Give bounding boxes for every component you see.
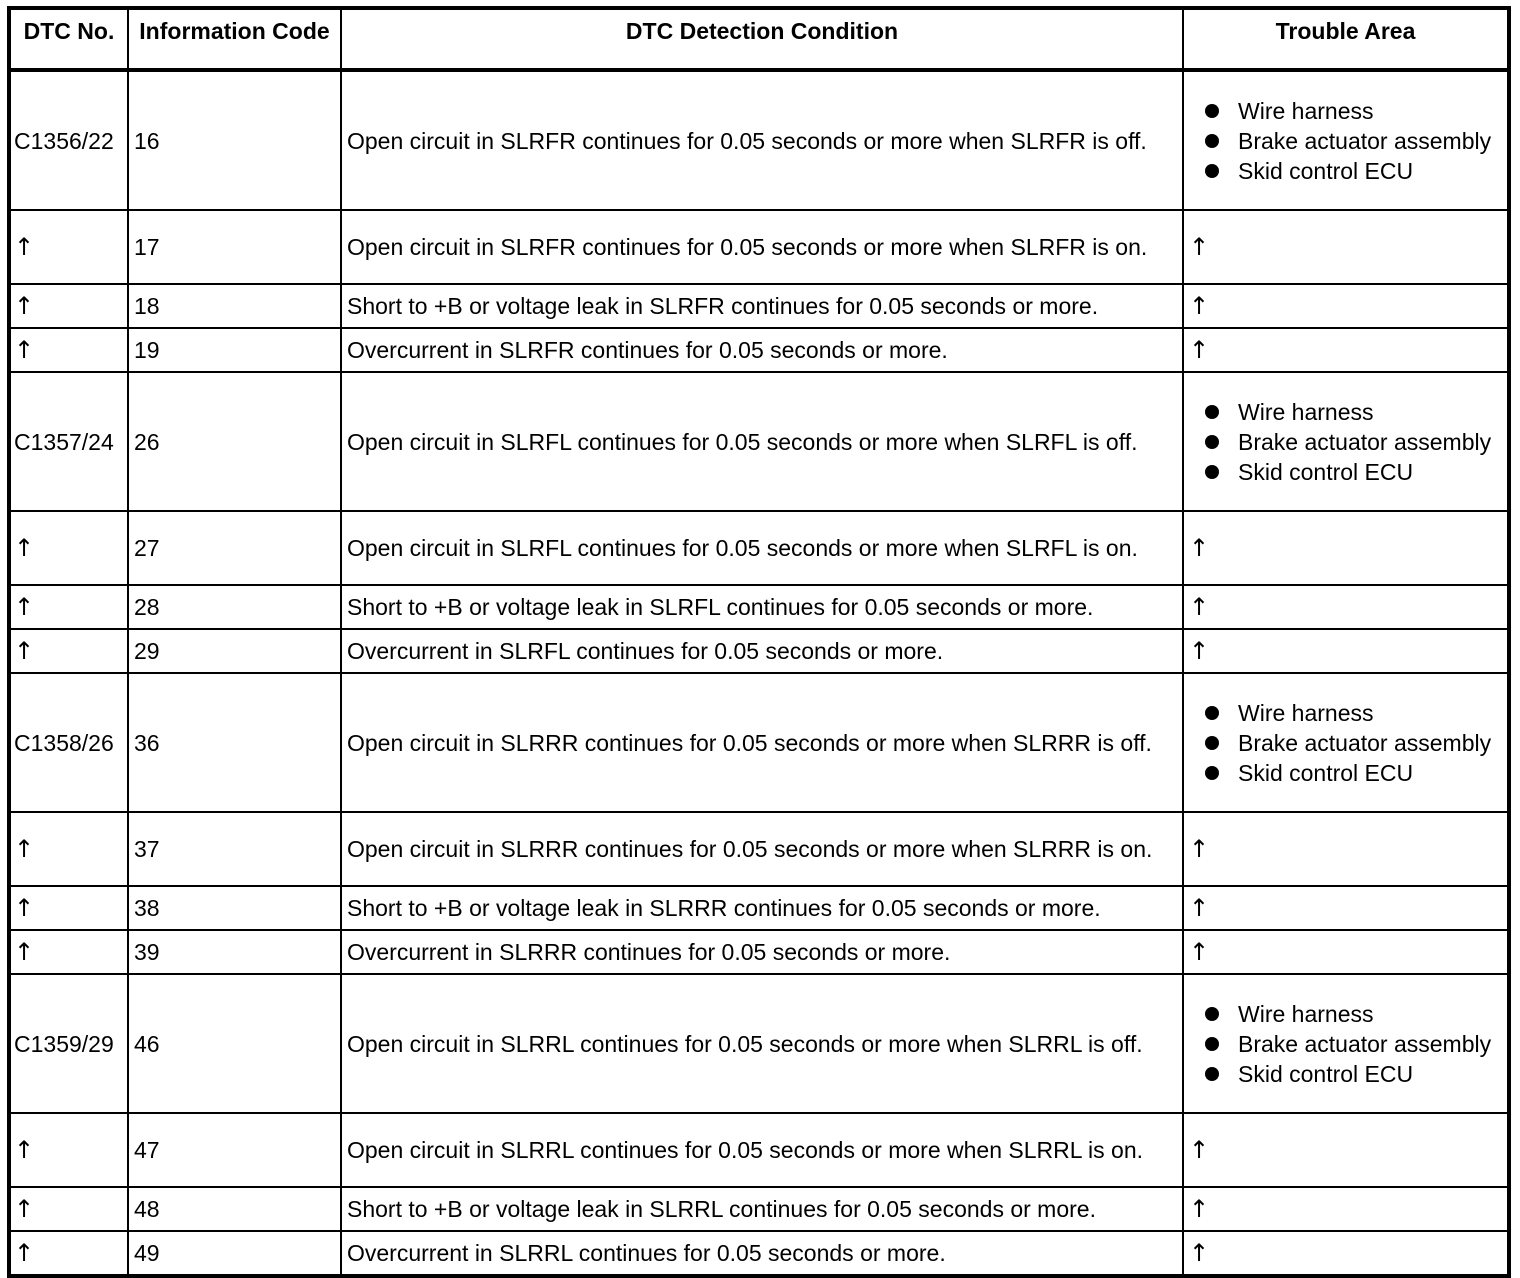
dtc-number: C1358/26 bbox=[9, 673, 128, 812]
trouble-area bbox=[1183, 629, 1509, 673]
ditto-arrow-icon: ↑ bbox=[1189, 1195, 1210, 1223]
information-code: 19 bbox=[128, 328, 341, 372]
ditto-arrow-icon: ↑ bbox=[14, 1136, 35, 1164]
ditto-arrow-icon: ↑ bbox=[1189, 534, 1210, 562]
ditto-arrow-icon: ↑ bbox=[1189, 1239, 1210, 1267]
detection-condition: Short to +B or voltage leak in SLRFL continues for 0.05 seconds or more. bbox=[341, 585, 1183, 629]
information-code: 49 bbox=[128, 1231, 341, 1276]
header-dtc-detection-condition: DTC Detection Condition bbox=[341, 8, 1183, 70]
table-row bbox=[9, 284, 1509, 328]
detection-condition: Short to +B or voltage leak in SLRRR continues for 0.05 seconds or more. bbox=[341, 886, 1183, 930]
information-code: 28 bbox=[128, 585, 341, 629]
table-row bbox=[9, 372, 1509, 511]
detection-condition: Open circuit in SLRFL continues for 0.05 seconds or more when SLRFL is off. bbox=[341, 372, 1183, 511]
information-code: 26 bbox=[128, 372, 341, 511]
trouble-area bbox=[1183, 886, 1509, 930]
ditto-arrow-icon: ↑ bbox=[14, 835, 35, 863]
trouble-area bbox=[1183, 1231, 1509, 1276]
header-dtc-no: DTC No. bbox=[9, 8, 128, 70]
information-code: 18 bbox=[128, 284, 341, 328]
list-item: Brake actuator assembly bbox=[1189, 126, 1502, 156]
table-row bbox=[9, 974, 1509, 1113]
information-code: 29 bbox=[128, 629, 341, 673]
dtc-number: C1359/29 bbox=[9, 974, 128, 1113]
dtc-number bbox=[9, 886, 128, 930]
trouble-area-list bbox=[1189, 397, 1502, 487]
dtc-number bbox=[9, 1113, 128, 1187]
detection-condition: Short to +B or voltage leak in SLRFR continues for 0.05 seconds or more. bbox=[341, 284, 1183, 328]
ditto-arrow-icon: ↑ bbox=[1189, 233, 1210, 261]
detection-condition: Overcurrent in SLRFL continues for 0.05 seconds or more. bbox=[341, 629, 1183, 673]
dtc-number: C1357/24 bbox=[9, 372, 128, 511]
trouble-area bbox=[1183, 1113, 1509, 1187]
ditto-arrow-icon: ↑ bbox=[14, 336, 35, 364]
trouble-area bbox=[1183, 372, 1509, 511]
table-row bbox=[9, 930, 1509, 974]
table-row bbox=[9, 1231, 1509, 1276]
bullet-icon bbox=[1205, 1007, 1219, 1021]
trouble-area bbox=[1183, 585, 1509, 629]
list-item: Brake actuator assembly bbox=[1189, 728, 1502, 758]
dtc-number bbox=[9, 585, 128, 629]
detection-condition: Overcurrent in SLRRR continues for 0.05 seconds or more. bbox=[341, 930, 1183, 974]
bullet-icon bbox=[1205, 435, 1219, 449]
ditto-arrow-icon: ↑ bbox=[14, 593, 35, 621]
bullet-icon bbox=[1205, 465, 1219, 479]
ditto-arrow-icon: ↑ bbox=[1189, 835, 1210, 863]
dtc-number bbox=[9, 930, 128, 974]
ditto-arrow-icon: ↑ bbox=[14, 233, 35, 261]
table-row bbox=[9, 629, 1509, 673]
information-code: 27 bbox=[128, 511, 341, 585]
table-row bbox=[9, 210, 1509, 284]
list-item: Brake actuator assembly bbox=[1189, 1029, 1502, 1059]
ditto-arrow-icon: ↑ bbox=[14, 938, 35, 966]
table-row bbox=[9, 812, 1509, 886]
table-row bbox=[9, 70, 1509, 210]
ditto-arrow-icon: ↑ bbox=[14, 534, 35, 562]
header-information-code: Information Code bbox=[128, 8, 341, 70]
table-row bbox=[9, 511, 1509, 585]
information-code: 46 bbox=[128, 974, 341, 1113]
dtc-table bbox=[7, 6, 1511, 1278]
table-row bbox=[9, 1187, 1509, 1231]
dtc-number bbox=[9, 210, 128, 284]
list-item: Skid control ECU bbox=[1189, 156, 1502, 186]
information-code: 38 bbox=[128, 886, 341, 930]
dtc-number bbox=[9, 1231, 128, 1276]
table-row bbox=[9, 886, 1509, 930]
dtc-number bbox=[9, 1187, 128, 1231]
trouble-area bbox=[1183, 70, 1509, 210]
ditto-arrow-icon: ↑ bbox=[1189, 336, 1210, 364]
bullet-icon bbox=[1205, 104, 1219, 118]
bullet-icon bbox=[1205, 1037, 1219, 1051]
ditto-arrow-icon: ↑ bbox=[14, 637, 35, 665]
information-code: 36 bbox=[128, 673, 341, 812]
detection-condition: Overcurrent in SLRFR continues for 0.05 seconds or more. bbox=[341, 328, 1183, 372]
dtc-number bbox=[9, 284, 128, 328]
trouble-area-list bbox=[1189, 96, 1502, 186]
table-row bbox=[9, 673, 1509, 812]
dtc-number bbox=[9, 812, 128, 886]
list-item: Skid control ECU bbox=[1189, 457, 1502, 487]
trouble-area bbox=[1183, 328, 1509, 372]
trouble-area bbox=[1183, 210, 1509, 284]
bullet-icon bbox=[1205, 736, 1219, 750]
trouble-area bbox=[1183, 1187, 1509, 1231]
ditto-arrow-icon: ↑ bbox=[1189, 1136, 1210, 1164]
detection-condition: Open circuit in SLRRL continues for 0.05 seconds or more when SLRRL is on. bbox=[341, 1113, 1183, 1187]
list-item: Skid control ECU bbox=[1189, 758, 1502, 788]
information-code: 39 bbox=[128, 930, 341, 974]
trouble-area-list bbox=[1189, 999, 1502, 1089]
ditto-arrow-icon: ↑ bbox=[1189, 593, 1210, 621]
information-code: 37 bbox=[128, 812, 341, 886]
header-trouble-area: Trouble Area bbox=[1183, 8, 1509, 70]
bullet-icon bbox=[1205, 164, 1219, 178]
detection-condition: Overcurrent in SLRRL continues for 0.05 seconds or more. bbox=[341, 1231, 1183, 1276]
ditto-arrow-icon: ↑ bbox=[14, 1195, 35, 1223]
dtc-number: C1356/22 bbox=[9, 70, 128, 210]
ditto-arrow-icon: ↑ bbox=[1189, 894, 1210, 922]
trouble-area bbox=[1183, 511, 1509, 585]
trouble-area bbox=[1183, 974, 1509, 1113]
trouble-area bbox=[1183, 673, 1509, 812]
trouble-area bbox=[1183, 284, 1509, 328]
header-row bbox=[9, 8, 1509, 70]
table-row bbox=[9, 328, 1509, 372]
dtc-number bbox=[9, 511, 128, 585]
ditto-arrow-icon: ↑ bbox=[14, 1239, 35, 1267]
detection-condition: Open circuit in SLRFR continues for 0.05 seconds or more when SLRFR is on. bbox=[341, 210, 1183, 284]
bullet-icon bbox=[1205, 1067, 1219, 1081]
bullet-icon bbox=[1205, 134, 1219, 148]
ditto-arrow-icon: ↑ bbox=[14, 894, 35, 922]
detection-condition: Open circuit in SLRRL continues for 0.05 seconds or more when SLRRL is off. bbox=[341, 974, 1183, 1113]
list-item: Wire harness bbox=[1189, 397, 1502, 427]
dtc-number bbox=[9, 629, 128, 673]
detection-condition: Short to +B or voltage leak in SLRRL continues for 0.05 seconds or more. bbox=[341, 1187, 1183, 1231]
dtc-number bbox=[9, 328, 128, 372]
information-code: 17 bbox=[128, 210, 341, 284]
ditto-arrow-icon: ↑ bbox=[1189, 637, 1210, 665]
list-item: Wire harness bbox=[1189, 698, 1502, 728]
ditto-arrow-icon: ↑ bbox=[1189, 292, 1210, 320]
table-row bbox=[9, 1113, 1509, 1187]
trouble-area bbox=[1183, 930, 1509, 974]
information-code: 47 bbox=[128, 1113, 341, 1187]
ditto-arrow-icon: ↑ bbox=[1189, 938, 1210, 966]
detection-condition: Open circuit in SLRFR continues for 0.05 seconds or more when SLRFR is off. bbox=[341, 70, 1183, 210]
detection-condition: Open circuit in SLRRR continues for 0.05 seconds or more when SLRRR is off. bbox=[341, 673, 1183, 812]
list-item: Wire harness bbox=[1189, 96, 1502, 126]
trouble-area-list bbox=[1189, 698, 1502, 788]
list-item: Skid control ECU bbox=[1189, 1059, 1502, 1089]
detection-condition: Open circuit in SLRFL continues for 0.05 seconds or more when SLRFL is on. bbox=[341, 511, 1183, 585]
bullet-icon bbox=[1205, 766, 1219, 780]
information-code: 48 bbox=[128, 1187, 341, 1231]
detection-condition: Open circuit in SLRRR continues for 0.05 seconds or more when SLRRR is on. bbox=[341, 812, 1183, 886]
information-code: 16 bbox=[128, 70, 341, 210]
bullet-icon bbox=[1205, 405, 1219, 419]
bullet-icon bbox=[1205, 706, 1219, 720]
list-item: Brake actuator assembly bbox=[1189, 427, 1502, 457]
trouble-area bbox=[1183, 812, 1509, 886]
list-item: Wire harness bbox=[1189, 999, 1502, 1029]
ditto-arrow-icon: ↑ bbox=[14, 292, 35, 320]
table-row bbox=[9, 585, 1509, 629]
